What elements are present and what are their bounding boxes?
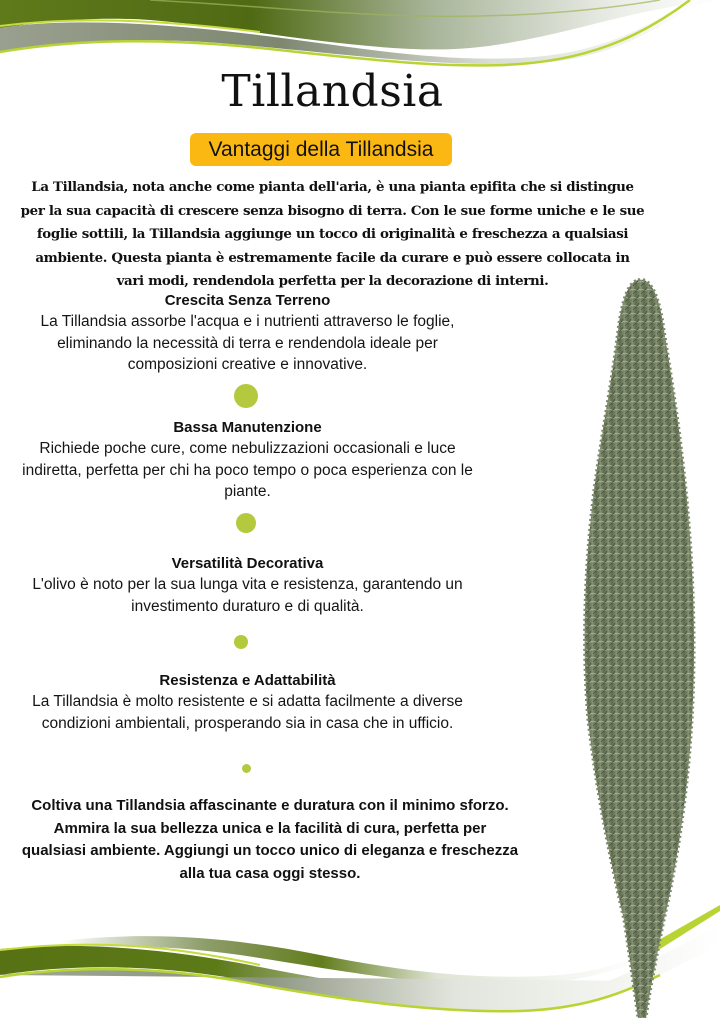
feature-crescita-senza-terreno — [20, 290, 475, 376]
intro-paragraph: La Tillandsia, nota anche come pianta dell'aria, è una pianta epifita che si distingue per la sua capacità di crescere senza bisogno di terra. Con le sue forme uniche e le sue foglie sottili, la Tillandsia aggiunge un tocco di originalità e freschezza a qualsiasi ambiente. Questa pianta è estremamente facile da curare e può essere collocata in vari modi, rendendola perfetta per la decorazione di interni. — [20, 179, 645, 289]
feature-resistenza-adattabilita — [20, 670, 475, 734]
feature-title: Crescita Senza Terreno — [164, 292, 331, 309]
feature-text: Richiede poche cure, come nebulizzazioni occasionali e luce indiretta, perfetta per chi ha poco tempo o poca esperienza con le piante. — [22, 440, 473, 500]
feature-title: Bassa Manutenzione — [173, 419, 322, 436]
tillandsia-plant-image — [560, 270, 720, 1018]
feature-title: Versatilità Decorativa — [171, 555, 324, 572]
feature-text: L'olivo è noto per la sua lunga vita e resistenza, garantendo un investimento duraturo e di qualità. — [32, 576, 463, 615]
feature-title: Resistenza e Adattabilità — [159, 672, 336, 689]
top-leaf-wave-decoration — [0, 0, 720, 70]
feature-text: La Tillandsia assorbe l'acqua e i nutrienti attraverso le foglie, eliminando la necessità di terra e rendendola ideale per composizioni creative e innovative. — [40, 313, 455, 373]
divider-dot — [242, 764, 251, 773]
divider-dot — [236, 513, 256, 533]
closing-paragraph: Coltiva una Tillandsia affascinante e duratura con il minimo sforzo. Ammira la sua bellezza unica e la facilità di cura, perfetta per qualsiasi ambiente. Aggiungi un tocco unico di eleganza e freschezza alla tua casa oggi stesso. — [21, 797, 519, 882]
feature-text: La Tillandsia è molto resistente e si adatta facilmente a diverse condizioni ambientali, prosperando sia in casa che in ufficio. — [32, 693, 463, 732]
divider-dot — [234, 635, 248, 649]
section-badge: Vantaggi della Tillandsia — [190, 133, 452, 166]
divider-dot — [234, 384, 258, 408]
feature-versatilita-decorativa — [20, 553, 475, 617]
page-title: Tillandsia — [221, 66, 444, 117]
feature-bassa-manutenzione — [20, 417, 475, 503]
